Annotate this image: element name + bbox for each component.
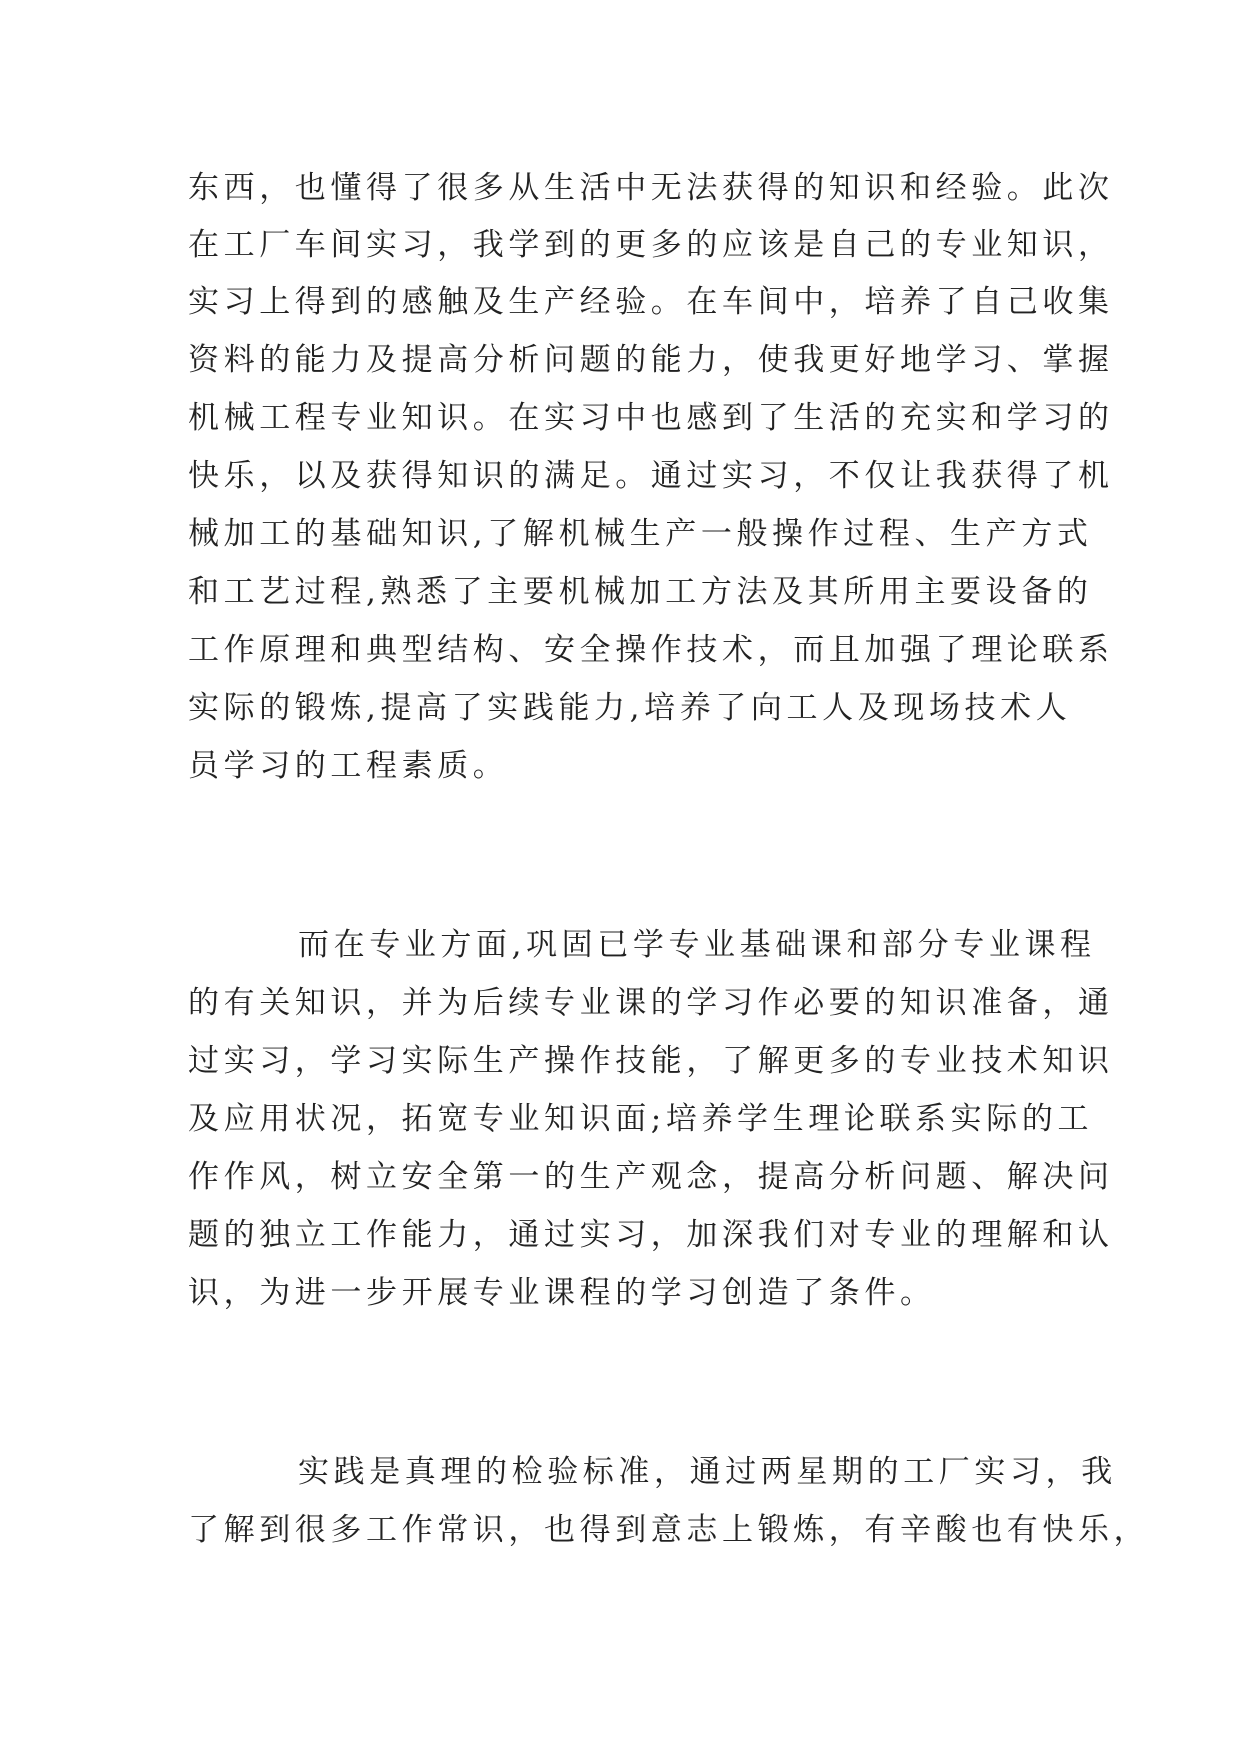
text-line: 资料的能力及提高分析问题的能力，使我更好地学习、掌握 bbox=[188, 342, 1114, 378]
text-line: 快乐，以及获得知识的满足。通过实习，不仅让我获得了机 bbox=[188, 458, 1114, 494]
text-line: 题的独立工作能力，通过实习，加深我们对专业的理解和认 bbox=[188, 1217, 1114, 1253]
text-line: 了解到很多工作常识，也得到意志上锻炼，有辛酸也有快乐， bbox=[188, 1512, 1150, 1548]
text-line: 机械工程专业知识。在实习中也感到了生活的充实和学习的 bbox=[188, 400, 1114, 436]
text-line: 员学习的工程素质。 bbox=[188, 748, 509, 784]
text-line: 东西，也懂得了很多从生活中无法获得的知识和经验。此次 bbox=[188, 170, 1114, 206]
text-line: 在工厂车间实习，我学到的更多的应该是自己的专业知识， bbox=[188, 227, 1114, 263]
text-line: 的有关知识，并为后续专业课的学习作必要的知识准备，通 bbox=[188, 985, 1114, 1021]
text-line: 识，为进一步开展专业课程的学习创造了条件。 bbox=[188, 1275, 936, 1311]
text-line: 过实习，学习实际生产操作技能，了解更多的专业技术知识 bbox=[188, 1043, 1114, 1079]
text-line: 实践是真理的检验标准，通过两星期的工厂实习，我 bbox=[298, 1454, 1117, 1490]
text-line: 作作风，树立安全第一的生产观念，提高分析问题、解决问 bbox=[188, 1159, 1114, 1195]
text-line: 工作原理和典型结构、安全操作技术，而且加强了理论联系 bbox=[188, 632, 1114, 668]
text-line: 械加工的基础知识,了解机械生产一般操作过程、生产方式 bbox=[188, 516, 1093, 552]
text-line: 而在专业方面,巩固已学专业基础课和部分专业课程 bbox=[298, 927, 1096, 963]
text-line: 及应用状况，拓宽专业知识面;培养学生理论联系实际的工 bbox=[188, 1101, 1094, 1137]
text-line: 实习上得到的感触及生产经验。在车间中，培养了自己收集 bbox=[188, 284, 1114, 320]
text-line: 和工艺过程,熟悉了主要机械加工方法及其所用主要设备的 bbox=[188, 574, 1093, 610]
text-line: 实际的锻炼,提高了实践能力,培养了向工人及现场技术人 bbox=[188, 690, 1072, 726]
